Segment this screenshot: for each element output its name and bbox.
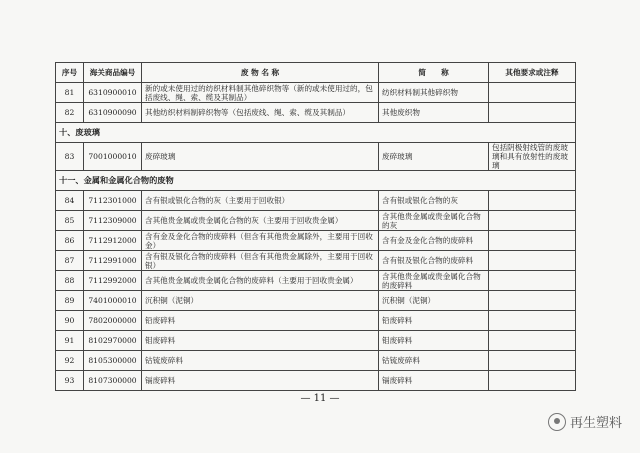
header-short-name: 简 称 bbox=[379, 63, 489, 83]
cell-notes bbox=[489, 103, 576, 123]
watermark-text: 再生塑料 bbox=[569, 416, 622, 431]
cell-notes bbox=[489, 351, 576, 371]
section-title: 十、废玻璃 bbox=[56, 123, 576, 143]
table-row bbox=[56, 311, 576, 331]
cell-waste-name: 钴锍废碎料 bbox=[142, 351, 379, 371]
cell-waste-name: 含有银或银化合物的灰（主要用于回收银） bbox=[142, 191, 379, 211]
cell-index: 82 bbox=[56, 103, 84, 123]
table-row bbox=[56, 143, 576, 171]
cell-waste-name: 含其他贵金属或贵金属化合物的灰（主要用于回收贵金属） bbox=[142, 211, 379, 231]
table-header-row bbox=[56, 63, 576, 83]
cell-index: 81 bbox=[56, 83, 84, 103]
cell-waste-name: 新的或未使用过的纺织材料制其他碎织物等（新的或未使用过的，包括废线、绳、索、缆及其制品） bbox=[142, 83, 379, 103]
cell-customs-code: 7112991000 bbox=[84, 251, 142, 271]
table-row bbox=[56, 191, 576, 211]
cell-customs-code: 6310900010 bbox=[84, 83, 142, 103]
cell-short-name: 含有金及金化合物的废碎料 bbox=[379, 231, 489, 251]
cell-waste-name: 含其他贵金属或贵金属化合物的废碎料（主要用于回收贵金属） bbox=[142, 271, 379, 291]
header-index: 序号 bbox=[56, 63, 84, 83]
table-row bbox=[56, 211, 576, 231]
table-row bbox=[56, 351, 576, 371]
cell-notes bbox=[489, 271, 576, 291]
cell-index: 85 bbox=[56, 211, 84, 231]
header-waste-name: 废 物 名 称 bbox=[142, 63, 379, 83]
cell-customs-code: 7802000000 bbox=[84, 311, 142, 331]
cell-waste-name: 废碎玻璃 bbox=[142, 143, 379, 171]
cell-short-name: 钴锍废碎料 bbox=[379, 351, 489, 371]
cell-short-name: 其他废织物 bbox=[379, 103, 489, 123]
cell-customs-code: 8107300000 bbox=[84, 371, 142, 391]
wechat-logo-icon bbox=[548, 413, 566, 431]
cell-notes bbox=[489, 191, 576, 211]
header-customs-code: 海关商品编号 bbox=[84, 63, 142, 83]
cell-index: 89 bbox=[56, 291, 84, 311]
cell-notes bbox=[489, 291, 576, 311]
cell-waste-name: 镉废碎料 bbox=[142, 371, 379, 391]
cell-short-name: 镉废碎料 bbox=[379, 371, 489, 391]
cell-notes bbox=[489, 83, 576, 103]
cell-index: 87 bbox=[56, 251, 84, 271]
cell-index: 92 bbox=[56, 351, 84, 371]
cell-index: 86 bbox=[56, 231, 84, 251]
cell-short-name: 废碎玻璃 bbox=[379, 143, 489, 171]
table-row bbox=[56, 83, 576, 103]
cell-index: 88 bbox=[56, 271, 84, 291]
header-notes: 其他要求或注释 bbox=[489, 63, 576, 83]
waste-catalog-table bbox=[55, 62, 576, 391]
cell-customs-code: 7112301000 bbox=[84, 191, 142, 211]
cell-short-name: 纺织材料制其他碎织物 bbox=[379, 83, 489, 103]
watermark bbox=[548, 412, 622, 431]
cell-waste-name: 其他纺织材料制碎织物等（包括废线、绳、索、缆及其制品） bbox=[142, 103, 379, 123]
cell-short-name: 含有银或银化合物的灰 bbox=[379, 191, 489, 211]
cell-waste-name: 铅废碎料 bbox=[142, 311, 379, 331]
cell-index: 90 bbox=[56, 311, 84, 331]
cell-notes bbox=[489, 211, 576, 231]
cell-notes bbox=[489, 251, 576, 271]
table-row bbox=[56, 371, 576, 391]
cell-customs-code: 7112309000 bbox=[84, 211, 142, 231]
cell-notes bbox=[489, 371, 576, 391]
cell-index: 93 bbox=[56, 371, 84, 391]
section-title: 十一、金属和金属化合物的废物 bbox=[56, 171, 576, 191]
cell-customs-code: 8105300000 bbox=[84, 351, 142, 371]
cell-waste-name: 含有金及金化合物的废碎料（但含有其他贵金属除外，主要用于回收金） bbox=[142, 231, 379, 251]
cell-index: 91 bbox=[56, 331, 84, 351]
cell-customs-code: 7112992000 bbox=[84, 271, 142, 291]
table-row bbox=[56, 251, 576, 271]
table-row bbox=[56, 103, 576, 123]
cell-notes bbox=[489, 231, 576, 251]
cell-notes bbox=[489, 331, 576, 351]
cell-customs-code: 7001000010 bbox=[84, 143, 142, 171]
section-row bbox=[56, 123, 576, 143]
cell-short-name: 含其他贵金属或贵金属化合物的废碎料 bbox=[379, 271, 489, 291]
cell-customs-code: 7401000010 bbox=[84, 291, 142, 311]
cell-notes bbox=[489, 311, 576, 331]
cell-customs-code: 7112912000 bbox=[84, 231, 142, 251]
cell-short-name: 铅废碎料 bbox=[379, 311, 489, 331]
cell-waste-name: 含有银及银化合物的废碎料（但含有其他贵金属除外，主要用于回收银） bbox=[142, 251, 379, 271]
page-number: — 11 — bbox=[300, 393, 340, 404]
cell-index: 83 bbox=[56, 143, 84, 171]
table-row bbox=[56, 331, 576, 351]
cell-notes: 包括阴极射线管的废玻璃和具有放射性的废玻璃 bbox=[489, 143, 576, 171]
cell-customs-code: 6310900090 bbox=[84, 103, 142, 123]
table-row bbox=[56, 271, 576, 291]
cell-waste-name: 沉积铜（泥铜） bbox=[142, 291, 379, 311]
cell-short-name: 沉积铜（泥铜） bbox=[379, 291, 489, 311]
cell-short-name: 钼废碎料 bbox=[379, 331, 489, 351]
table-row bbox=[56, 291, 576, 311]
cell-short-name: 含其他贵金属或贵金属化合物的灰 bbox=[379, 211, 489, 231]
section-row bbox=[56, 171, 576, 191]
cell-index: 84 bbox=[56, 191, 84, 211]
table-row bbox=[56, 231, 576, 251]
cell-customs-code: 8102970000 bbox=[84, 331, 142, 351]
cell-short-name: 含有银及银化合物的废碎料 bbox=[379, 251, 489, 271]
cell-waste-name: 钼废碎料 bbox=[142, 331, 379, 351]
